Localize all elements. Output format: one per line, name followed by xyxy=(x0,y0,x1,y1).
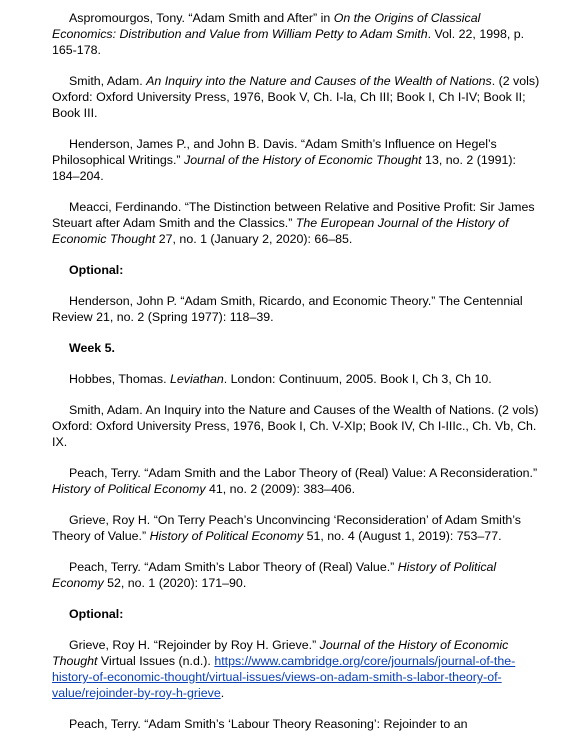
bibliography-entry xyxy=(52,637,542,701)
entry-text: . Vol. 22, 1998, p. 165-178. xyxy=(52,27,525,57)
entry-text: Meacci, Ferdinando. “The Distinction between Relative and Positive Profit: Sir James Steuart after Adam Smith and the Classics.” xyxy=(52,200,535,230)
document-page xyxy=(52,10,542,747)
entry-text: . (2 vols) Oxford: Oxford University Press, 1976, Book V, Ch. I-la, Ch III; Book I, Ch I-IV; Book II; Book III. xyxy=(52,74,540,120)
section-heading-optional: Optional: xyxy=(69,607,124,621)
bibliography-entry xyxy=(52,136,542,184)
entry-text: 51, no. 4 (August 1, 2019): 753–77. xyxy=(303,529,502,543)
entry-text: Smith, Adam. An Inquiry into the Nature and Causes of the Wealth of Nations. (2 vols) Oxford: Oxford University Press, 1976, Book I, Ch. V-XIp; Book IV, Ch I-IIIc., Ch. Vb, Ch. IX. xyxy=(52,403,539,449)
entry-italic-title: History of Political Economy xyxy=(149,529,304,543)
rejoinder-link[interactable]: https://www.cambridge.org/core/journals/journal-of-the-history-of-economic-thought/virtual-issues/views-on-adam-smith-s-labor-theory-of-value/rejoinder-by-roy-h-grieve xyxy=(52,654,516,700)
bibliography-entry xyxy=(52,465,542,497)
entry-text: Smith, Adam. xyxy=(69,74,147,88)
entry-text: 27, no. 1 (January 2, 2020): 66–85. xyxy=(155,232,353,246)
entry-text: Virtual Issues (n.d.). xyxy=(97,654,215,668)
entry-italic-title: An Inquiry into the Nature and Causes of the Wealth of Nations xyxy=(146,74,492,88)
entry-text: Henderson, James P., and John B. Davis. “Adam Smith’s Influence on Hegel’s Philosophical Writings.” xyxy=(52,137,497,167)
bibliography-entry xyxy=(52,10,542,58)
entry-text: . London: Continuum, 2005. Book I, Ch 3, Ch 10. xyxy=(223,372,492,386)
entry-italic-title: History of Political Economy xyxy=(52,482,206,496)
entry-text: Grieve, Roy H. “Rejoinder by Roy H. Grieve.” xyxy=(69,638,320,652)
bibliography-entry xyxy=(52,402,542,450)
entry-italic-title: History of Political Economy xyxy=(52,560,497,590)
entry-text: Peach, Terry. “Adam Smith’s ‘Labour Theory Reasoning’: Rejoinder to an xyxy=(69,717,468,731)
entry-text: 13, no. 2 (1991): 184–204. xyxy=(52,153,516,183)
entry-italic-title: Journal of the History of Economic Thought xyxy=(52,638,509,668)
section-heading-week-5: Week 5. xyxy=(69,341,115,355)
entry-text: Hobbes, Thomas. xyxy=(69,372,171,386)
bibliography-entry xyxy=(52,512,542,544)
section-heading-optional: Optional: xyxy=(69,263,124,277)
entry-italic-title: Journal of the History of Economic Thought xyxy=(184,153,422,167)
bibliography-entry xyxy=(52,371,542,387)
bibliography-entry xyxy=(52,293,542,325)
entry-text: Henderson, John P. “Adam Smith, Ricardo, and Economic Theory.” The Centennial Review 21, no. 2 (Spring 1977): 118–39. xyxy=(52,294,523,324)
entry-italic-title: On the Origins of Classical Economics: Distribution and Value from William Petty to Adam Smith xyxy=(52,11,481,41)
entry-text: Peach, Terry. “Adam Smith and the Labor Theory of (Real) Value: A Reconsideration.” xyxy=(69,466,538,480)
entry-text: Peach, Terry. “Adam Smith’s Labor Theory of (Real) Value.” xyxy=(69,560,398,574)
entry-text: 52, no. 1 (2020): 171–90. xyxy=(103,576,247,590)
bibliography-entry xyxy=(52,73,542,121)
bibliography-entry xyxy=(52,199,542,247)
entry-text: Grieve, Roy H. “On Terry Peach’s Unconvincing ‘Reconsideration’ of Adam Smith’s Theory of Value.” xyxy=(52,513,521,543)
entry-italic-title: The European Journal of the History of Economic Thought xyxy=(52,216,509,246)
bibliography-entry xyxy=(52,559,542,591)
entry-text: 41, no. 2 (2009): 383–406. xyxy=(205,482,356,496)
entry-text: Aspromourgos, Tony. “Adam Smith and After” in xyxy=(69,11,334,25)
entry-italic-title: Leviathan xyxy=(170,372,224,386)
bibliography-entry xyxy=(52,716,542,732)
entry-text: . xyxy=(220,686,225,700)
